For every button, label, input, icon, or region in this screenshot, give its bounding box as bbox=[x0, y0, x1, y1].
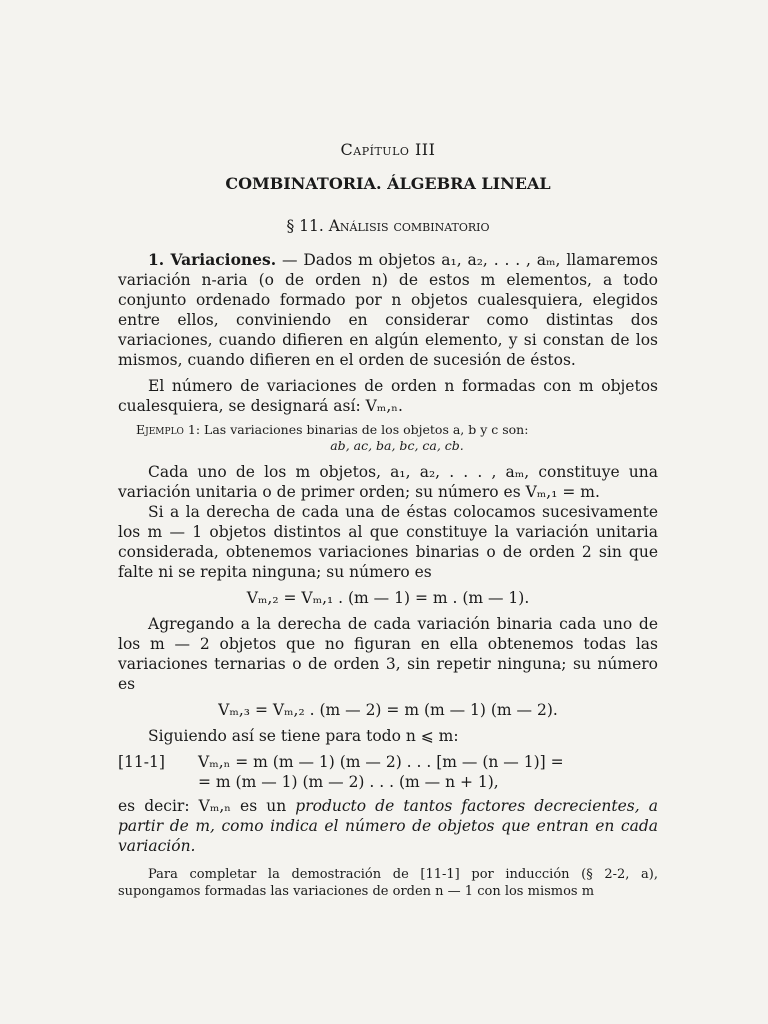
paragraph-7 bbox=[118, 796, 658, 856]
paragraph-4: Si a la derecha de cada una de éstas colocamos sucesivamente los m — 1 objetos distintos al que constituye la variación unitaria considerada, obtenemos variaciones binarias o de orden 2 sin que falte ni se repita ninguna; su número es bbox=[118, 503, 658, 581]
chapter-title: COMBINATORIA. ÁLGEBRA LINEAL bbox=[225, 174, 551, 193]
example-text: Las variaciones binarias de los objetos a, b y c son: bbox=[200, 422, 529, 437]
example-list: ab, ac, ba, bc, ca, cb. bbox=[330, 438, 464, 453]
paragraph-7-start: es decir: Vₘ,ₙ es un bbox=[118, 797, 296, 815]
paragraph-1-text: — Dados m objetos a₁, a₂, . . . , aₘ, llamaremos variación n-aria (o de orden n) de estos m elementos, a todo conjunto ordenado formado por n objetos cualesquiera, elegidos entre ellos, conviniendo en considerar como distintas dos variaciones, cuando difieren en algún elemento, y si constan de los mismos, cuando difieren en el orden de sucesión de éstos. bbox=[118, 251, 658, 369]
equation-tag: [11-1] bbox=[118, 753, 165, 771]
paragraph-2: El número de variaciones de orden n formadas con m objetos cualesquiera, se designará así: Vₘ,ₙ. bbox=[118, 377, 658, 415]
page-body bbox=[118, 140, 658, 900]
example-block bbox=[118, 422, 658, 454]
equation-11-1 bbox=[118, 752, 658, 792]
formula-2: Vₘ,₃ = Vₘ,₂ . (m — 2) = m (m — 1) (m — 2). bbox=[218, 701, 558, 719]
paragraph-6: Siguiendo así se tiene para todo n ⩽ m: bbox=[148, 727, 459, 745]
equation-line-2: = m (m — 1) (m — 2) . . . (m — n + 1), bbox=[198, 773, 499, 791]
chapter-heading: Capítulo III bbox=[340, 140, 436, 159]
paragraph-7-italic: producto de tantos factores decrecientes, a partir de m, como indica el número de objetos que entran en cada variación. bbox=[118, 797, 658, 855]
equation-line-1: Vₘ,ₙ = m (m — 1) (m — 2) . . . [m — (n — 1)] = bbox=[198, 753, 564, 771]
formula-1: Vₘ,₂ = Vₘ,₁ . (m — 1) = m . (m — 1). bbox=[246, 589, 530, 607]
paragraph-5: Agregando a la derecha de cada variación binaria cada uno de los m — 2 objetos que no figuran en ella obtenemos todas las variaciones ternarias o de orden 3, sin repetir ninguna; su número es bbox=[118, 615, 658, 693]
paragraph-1-heading: 1. Variaciones. bbox=[148, 250, 277, 269]
section-heading: § 11. Análisis combinatorio bbox=[286, 217, 490, 235]
footnote: Para completar la demostración de [11-1] por inducción (§ 2-2, a), supongamos formadas las variaciones de orden n — 1 con los mismos m bbox=[118, 867, 658, 899]
example-label: Ejemplo 1: bbox=[136, 422, 201, 437]
paragraph-1 bbox=[118, 250, 658, 370]
paragraph-3: Cada uno de los m objetos, a₁, a₂, . . . , aₘ, constituye una variación unitaria o de primer orden; su número es Vₘ,₁ = m. bbox=[118, 463, 658, 501]
